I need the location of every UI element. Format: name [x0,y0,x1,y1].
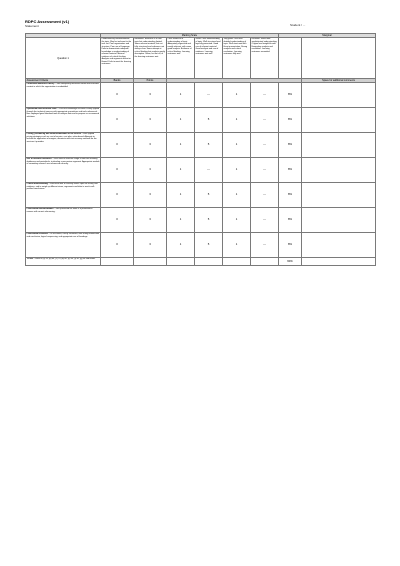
total-empty [223,258,251,266]
criteria-title: Operational and technical skills [26,108,57,110]
criteria-body: —Has been able to critically reflect upon the theory and evidence, and to weigh up different views, arguments and data to reach well-justified conclusions. [26,183,98,190]
score-cell[interactable]: 1 [167,233,195,258]
score-cell[interactable]: 0 [101,183,134,208]
weight-cell: 8% [279,183,302,208]
criteria-cell [26,233,101,258]
criteria-row [26,83,376,108]
descriptor-cell: Clear evidence of understanding of topic. Adequately organised and mostly relevant, with some good analysis. Evidence of critical thinking. Learning outcomes met. [167,38,195,79]
score-cell[interactable]: 3 [134,183,167,208]
score-cell[interactable]: 1 [223,83,251,108]
assessment-grid [25,33,376,266]
comment-cell[interactable] [302,108,376,133]
comment-cell[interactable] [302,183,376,208]
criteria-header: Assessment Criteria [26,79,101,83]
comment-cell[interactable] [302,83,376,108]
criteria-cell [26,108,101,133]
criteria-title: Contextual awareness theory [26,83,55,85]
weight-cell: 8% [279,233,302,258]
score-cell[interactable]: --- [251,183,279,208]
score-cell[interactable]: 0 [101,233,134,258]
score-cell[interactable]: 1 [223,158,251,183]
criteria-cell [26,208,101,233]
score-cell[interactable]: 5 [195,133,223,158]
total-empty [195,258,223,266]
document-title: RDPC Assessment (v1) [25,19,70,24]
score-cell[interactable]: --- [251,158,279,183]
score-cell[interactable]: 0 [101,208,134,233]
question-label: Question 1 [26,38,101,79]
criteria-title: Pricing, purchasing and commercialisation of the service [26,133,81,135]
bands-header: Bands [101,79,134,83]
score-cell[interactable]: --- [251,133,279,158]
criteria-title: Professional structure [26,233,48,235]
weight-cell: 8% [279,158,302,183]
total-comment[interactable] [302,258,376,266]
score-cell[interactable]: 3 [134,158,167,183]
criteria-cell [26,183,101,208]
score-cell[interactable]: 3 [134,233,167,258]
score-cell[interactable]: 3 [134,133,167,158]
score-cell[interactable]: --- [195,83,223,108]
criteria-body: —Practical knowledge has been clearly applied through the technical process with appropriate procedures and tools referenced. Has employed good standard tools to analyse data and to propose or recommend solutions. [26,108,100,118]
score-cell[interactable]: 1 [223,108,251,133]
weight-cell: 8% [279,83,302,108]
total-body: —Band = (a) 96, (b) 80, (c) 70, (d) 60, (e) 50, (f) 40, (g) 30 and below. [33,258,96,260]
weight-cell: 8% [279,108,302,133]
criteria-title: Use of research resources [26,158,52,160]
comment-cell[interactable] [302,233,376,258]
student-label: Student / ... [290,23,306,27]
points-header: Points [134,79,167,83]
score-cell[interactable]: --- [251,83,279,108]
score-cell[interactable]: 0 [101,83,134,108]
total-value: 60% [279,258,302,266]
weight-cell: 8% [279,133,302,158]
group-header-marginal: Marginal [279,34,376,38]
score-cell[interactable]: 0 [101,133,134,158]
criteria-cell [26,133,101,158]
total-empty [134,258,167,266]
descriptor-cell [302,38,376,79]
total-empty [251,258,279,266]
score-cell[interactable]: 5 [195,108,223,133]
criteria-cell [26,83,101,108]
total-empty [101,258,134,266]
score-cell[interactable]: --- [195,158,223,183]
criteria-body: —Has applied pricing strategies such as cost of service, cost plus, value-based. Attempts to include the application of margins, discounts and cost recovery methods for the services it provides. [26,133,97,143]
criteria-body: —Is structured, clearly sectioned, with strong introduction and conclusion, logical sequencing, and appropriate use of headings. [26,233,100,238]
score-cell[interactable]: 5 [195,233,223,258]
criteria-row [26,233,376,258]
score-cell[interactable]: 1 [223,183,251,208]
criteria-title: Professional documentation [26,208,54,210]
score-cell[interactable]: 1 [167,83,195,108]
criteria-row [26,158,376,183]
group-header-marking-scale: Marking Scale [101,34,279,38]
score-cell[interactable]: 1 [167,158,195,183]
score-cell[interactable]: 0 [101,108,134,133]
score-cell[interactable]: 3 [134,208,167,233]
criteria-cell [26,158,101,183]
criteria-row [26,133,376,158]
comment-cell[interactable] [302,158,376,183]
score-cell[interactable]: 1 [167,133,195,158]
descriptor-cell: Fundamentally misunderstands the topic. May be irrelevant to the task set. Poor organisation and structure. Poor use of language. Fails to demonstrate adequate knowledge or understanding of relevant material. Minimal evidence of critical thinking. Analysis and argument absent or flawed. Fails to meet the learning outcomes. [101,38,134,79]
criteria-row [26,183,376,208]
score-cell[interactable]: --- [251,208,279,233]
criteria-body: —Has used an effective range of sources including databases and periodicals, to develop a persuasive argument. Appropriate models of secondary research are referenced correctly. [26,158,100,165]
descriptor-cell: Very good. Clear and detailed understanding of topic. Well structured with fluent presentation. Strong analysis and critical evaluation. Learning outcomes fully met. [223,38,251,79]
comments-header: Space for additional comments [302,79,376,83]
comment-cell[interactable] [302,208,376,233]
score-cell[interactable]: 1 [223,233,251,258]
total-row [26,258,376,266]
total-cell [26,258,101,266]
criteria-row [26,208,376,233]
criteria-title: Critical understanding [26,183,48,185]
score-cell[interactable]: --- [251,108,279,133]
total-empty [167,258,195,266]
descriptor-cell: Borderline. Evidence of a clear topic but understanding limited. Some relevant material, but not fully structured and relevance not always clear. Some attempt at critical thinking but analysis mostly descriptive. Some, but not all, of the learning outcomes met. [134,38,167,79]
score-cell[interactable]: 0 [101,158,134,183]
score-cell[interactable]: 1 [167,208,195,233]
score-cell[interactable]: 1 [223,133,251,158]
score-cell[interactable]: 5 [195,183,223,208]
score-cell[interactable]: 1 [167,108,195,133]
score-cell[interactable]: 5 [195,208,223,233]
score-cell[interactable]: 1 [167,183,195,208]
criteria-row [26,108,376,133]
weight-cell: 8% [279,208,302,233]
criteria-body: —Has presented the work in a professional manner with correct referencing. [26,208,93,213]
descriptor-cell: Good. Clear understanding of topic. Well structured and logically presented. Good use of relevant material. Good analysis and use of evidence. Learning outcomes met well. [195,38,223,79]
score-cell[interactable]: 3 [134,83,167,108]
descriptor-cell [279,38,302,79]
criteria-body: —Has adequately discussed social and economic context in which the organisation is embedded. [26,83,99,88]
descriptor-cell: Excellent. Fluent and sophisticated understanding. Original and insightful work. Exemplary analysis and evaluation. Learning outcomes exceeded. [251,38,279,79]
score-cell[interactable]: 3 [134,108,167,133]
descriptor-row [26,38,376,79]
score-cell[interactable]: --- [251,233,279,258]
score-cell[interactable]: 1 [223,208,251,233]
total-label: TOTAL [26,258,34,260]
document-subtitle: Statement [25,24,39,28]
comment-cell[interactable] [302,133,376,158]
